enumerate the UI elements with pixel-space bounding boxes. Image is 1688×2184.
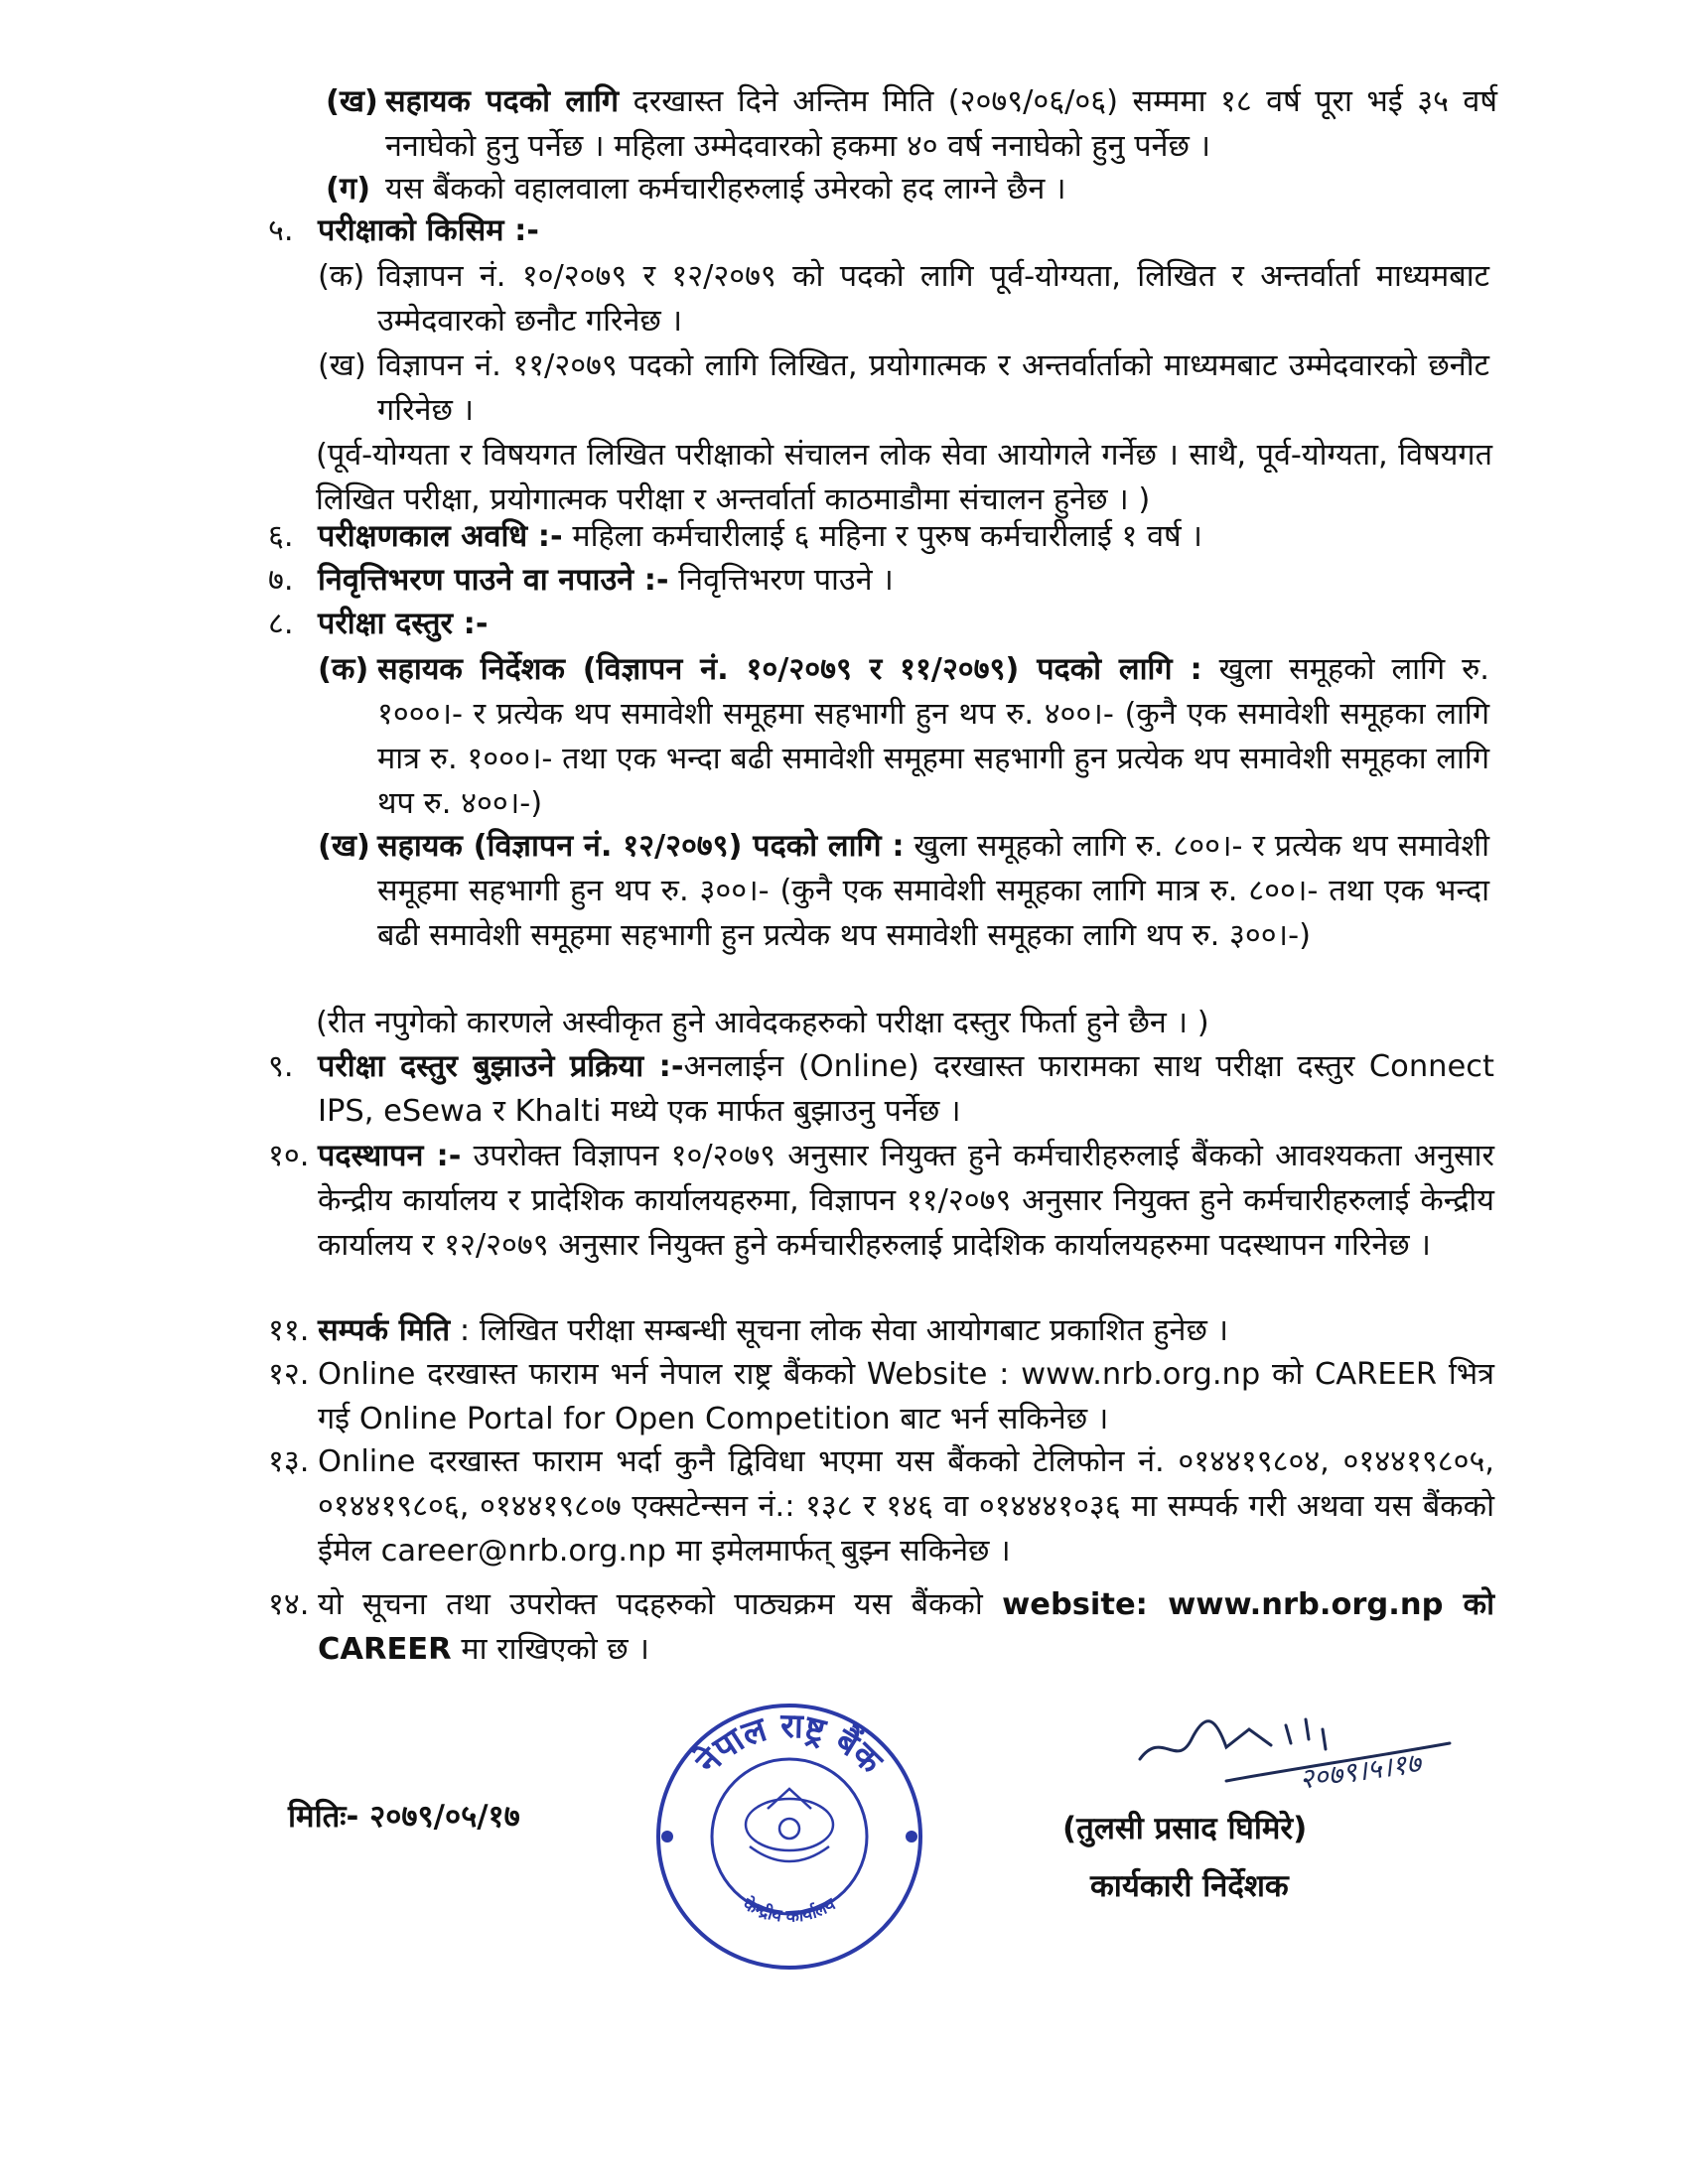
signature-date-scrawl: २०७९।५।१७	[1297, 1746, 1423, 1796]
clause-text: खुला समूहको लागि रु. १०००।- र प्रत्येक थप समावेशी समूहमा सहभागी हुन थप रु. ४००।- (कुनै एक समावेशी समूहका लागि मात्र रु. १०००।- तथा एक भन्दा बढी समावेशी समूहमा सहभागी हुन प्रत्येक थप समावेशी समूहका लागि थप रु. ४००।-)	[377, 652, 1490, 821]
section-number: १२.	[268, 1357, 310, 1392]
clause-label: (क)	[318, 259, 365, 294]
section-number: ११.	[268, 1313, 310, 1348]
section-number: १०.	[268, 1139, 310, 1173]
section-text: उपरोक्त विज्ञापन १०/२०७९ अनुसार नियुक्त हुने कर्मचारीहरुलाई बैंकको आवश्यकता अनुसार केन्द्रीय कार्यालय र प्रादेशिक कार्यालयहरुमा, विज्ञापन ११/२०७९ अनुसार नियुक्त हुने कर्मचारीहरुलाई केन्द्रीय कार्यालय र १२/२०७९ अनुसार नियुक्त हुने कर्मचारीहरुलाई प्रादेशिक कार्यालयहरुमा पदस्थापन गरिनेछ ।	[318, 1139, 1495, 1263]
section-text: निवृत्तिभरण पाउने ।	[678, 563, 894, 598]
section-5-kha	[318, 343, 1489, 433]
section-heading: परीक्षा दस्तुर :-	[318, 607, 489, 641]
section-heading: सम्पर्क मिति	[318, 1313, 451, 1348]
section-14	[268, 1582, 1494, 1672]
section-number: ९.	[268, 1049, 294, 1084]
section-7	[268, 558, 1494, 603]
section-5-ka	[318, 254, 1489, 343]
section-5	[268, 208, 1494, 253]
section-8-note: (रीत नपुगेको कारणले अस्वीकृत हुने आवेदकहरुको परीक्षा दस्तुर फिर्ता हुने छैन । )	[316, 1006, 1209, 1040]
section-6	[268, 514, 1494, 559]
clause-text: खुला समूहको लागि रु. ८००।- र प्रत्येक थप समावेशी समूहमा सहभागी हुन थप रु. ३००।- (कुनै एक समावेशी समूहका लागि मात्र रु. ८००।- तथा एक भन्दा बढी समावेशी समूहमा सहभागी हुन प्रत्येक थप समावेशी समूहका लागि थप रु. ३००।-)	[377, 829, 1489, 953]
issue-date: मितिः- २०७९/०५/१७	[288, 1799, 520, 1835]
section-10	[268, 1134, 1494, 1268]
clause-text: विज्ञापन नं. ११/२०७९ पदको लागि लिखित, प्रयोगात्मक र अन्तर्वार्ताको माध्यमबाट उम्मेदवारको छनौट गरिनेछ ।	[377, 348, 1489, 428]
age-clause-ga	[326, 167, 1497, 211]
section-12	[268, 1352, 1494, 1441]
section-heading: परीक्षा दस्तुर बुझाउने प्रक्रिया :-	[318, 1049, 684, 1084]
seal-dot	[661, 1831, 673, 1843]
section-text: : लिखित परीक्षा सम्बन्धी सूचना लोक सेवा आयोगबाट प्रकाशित हुनेछ ।	[459, 1313, 1229, 1348]
section-heading: निवृत्तिभरण पाउने वा नपाउने :-	[318, 563, 669, 598]
section-8-kha	[318, 824, 1489, 958]
section-number: १३.	[268, 1444, 310, 1479]
clause-heading: सहायक निर्देशक (विज्ञापन नं. १०/२०७९ र ११/२०७९) पदको लागि :	[377, 652, 1202, 687]
section-13	[268, 1439, 1494, 1573]
section-heading: पदस्थापन :-	[318, 1139, 462, 1173]
section-number: १४.	[268, 1587, 310, 1622]
age-clause-kha	[326, 79, 1497, 169]
section-text: Online दरखास्त फाराम भर्दा कुनै द्विविधा भएमा यस बैंकको टेलिफोन नं. ०१४४१९८०४, ०१४४१९८०५, ०१४४१९८०६, ०१४४१९८०७ एक्सटेन्सन नं.: १३८ र १४६ वा ०१४४४१०३६ मा सम्पर्क गरी अथवा यस बैंकको ईमेल career@nrb.org.np मा इमेलमार्फत् बुझ्न सकिनेछ ।	[318, 1444, 1494, 1569]
section-number: ५.	[268, 213, 294, 248]
clause-label: (ख)	[326, 84, 378, 119]
seal-bottom-text: केन्द्रीय कार्यालय	[739, 1894, 840, 1928]
clause-text: दरखास्त दिने अन्तिम मिति (२०७९/०६/०६) सम्ममा १८ वर्ष पूरा भई ३५ वर्ष ननाघेको हुनु पर्नेछ । महिला उम्मेदवारको हकमा ४० वर्ष ननाघेको हुनु पर्नेछ ।	[385, 84, 1497, 164]
section-text: महिला कर्मचारीलाई ६ महिना र पुरुष कर्मचारीलाई १ वर्ष ।	[572, 519, 1202, 554]
bank-seal-stamp	[650, 1698, 928, 1976]
section-number: ७.	[268, 563, 294, 598]
clause-label: (क)	[318, 652, 369, 687]
clause-heading: सहायक पदको लागि	[385, 84, 620, 119]
section-text: Online दरखास्त फाराम भर्न नेपाल राष्ट्र बैंकको Website : www.nrb.org.np को CAREER भित्र गई Online Portal for Open Competition बाट भर्न सकिनेछ ।	[318, 1357, 1494, 1436]
section-heading: परीक्षाको किसिम :-	[318, 213, 539, 248]
section-text: अनलाईन (Online) दरखास्त फारामका साथ परीक्षा दस्तुर Connect IPS, eSewa र Khalti मध्ये एक मार्फत बुझाउनु पर्नेछ ।	[318, 1049, 1494, 1129]
section-9	[268, 1044, 1494, 1134]
signer-name: (तुलसी प्रसाद घिमिरे)	[1062, 1811, 1308, 1846]
clause-text: यस बैंकको वहालवाला कर्मचारीहरुलाई उमेरको हद लाग्ने छैन ।	[385, 172, 1066, 206]
signer-title: कार्यकारी निर्देशक	[1090, 1868, 1289, 1904]
clause-text: विज्ञापन नं. १०/२०७९ र १२/२०७९ को पदको लागि पूर्व-योग्यता, लिखित र अन्तर्वार्ता माध्यमबाट उम्मेदवारको छनौट गरिनेछ ।	[377, 259, 1489, 339]
handwritten-signature	[1132, 1700, 1470, 1809]
section-8-ka	[318, 647, 1489, 826]
section-8	[268, 602, 1494, 646]
seal-dot	[906, 1831, 917, 1843]
section-number: ८.	[268, 607, 294, 641]
section-text: मा राखिएको छ ।	[461, 1632, 649, 1667]
website-link-text: website: www.nrb.org.np को CAREER	[318, 1587, 1494, 1667]
section-5-note: (पूर्व-योग्यता र विषयगत लिखित परीक्षाको संचालन लोक सेवा आयोगले गर्नेछ । साथै, पूर्व-योग्यता, विषयगत लिखित परीक्षा, प्रयोगात्मक परीक्षा र अन्तर्वार्ता काठमाडौमा संचालन हुनेछ । )	[316, 438, 1492, 517]
clause-heading: सहायक (विज्ञापन नं. १२/२०७९) पदको लागि :	[377, 829, 905, 864]
seal-emblem-icon	[746, 1789, 833, 1861]
section-text: यो सूचना तथा उपरोक्त पदहरुको पाठ्यक्रम यस बैंकको	[318, 1587, 983, 1622]
clause-label: (ग)	[326, 172, 371, 206]
clause-label: (ख)	[318, 829, 370, 864]
seal-inner-ring	[712, 1759, 867, 1914]
clause-label: (ख)	[318, 348, 366, 383]
section-heading: परीक्षणकाल अवधि :-	[318, 519, 563, 554]
seal-top-text: नेपाल राष्ट्र बैंक	[688, 1706, 891, 1782]
section-number: ६.	[268, 519, 294, 554]
section-11	[268, 1308, 1494, 1353]
